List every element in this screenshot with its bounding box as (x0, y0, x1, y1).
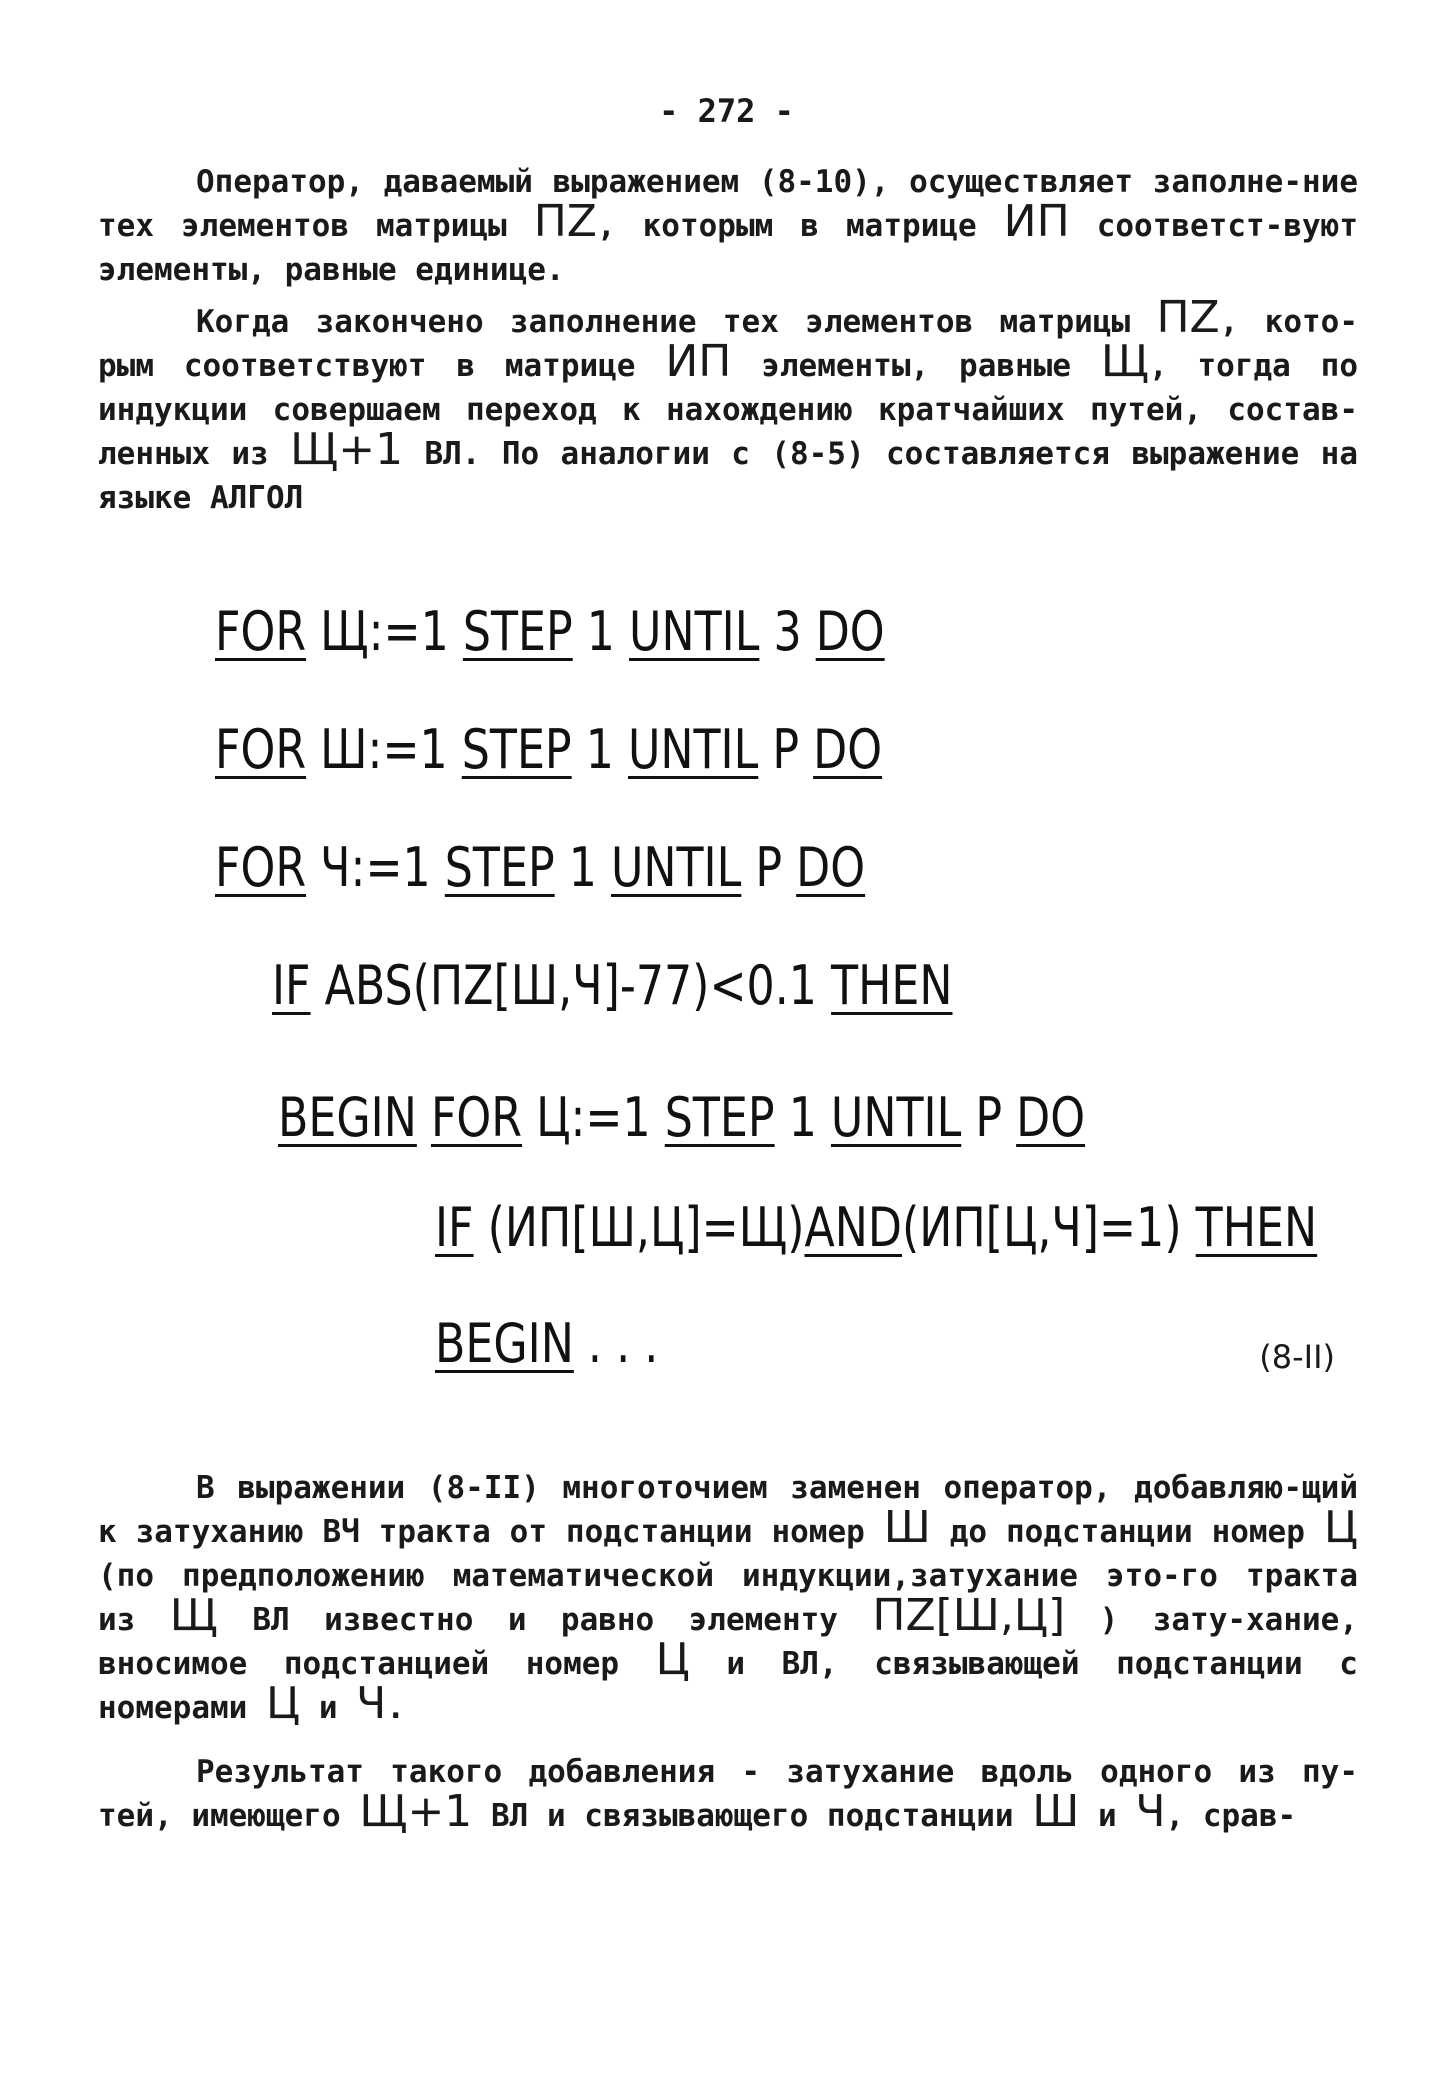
code-text: Щ:=1 (306, 600, 463, 663)
equation-number: (8-II) (1259, 1338, 1335, 1376)
code-keyword: UNTIL (627, 718, 759, 781)
code-keyword: DO (1016, 1086, 1086, 1149)
code-keyword: IF (272, 954, 311, 1017)
code-text: . . . (573, 1312, 659, 1375)
symbol: Щ+1 (359, 1786, 473, 1837)
code-keyword: UNTIL (610, 836, 742, 899)
symbol: ИП (1003, 196, 1070, 247)
text: , тогда по индукции совершаем переход к нахождению кратчайших путей, состав-ленных из (98, 348, 1359, 472)
text: ВЛ и связывающего подстанции (490, 1798, 1014, 1834)
symbol: Щ+1 (290, 424, 404, 475)
code-text: ABS(ПZ[Ш,Ч]-77)<0.1 (310, 954, 832, 1017)
symbol: Ш (1032, 1786, 1080, 1837)
code-keyword: STEP (664, 1086, 775, 1149)
code-text: 1 (774, 1086, 831, 1149)
text: , которым в матрице (596, 208, 977, 244)
text: ) зату-хание, вносимое подстанцией номер (98, 1602, 1358, 1682)
code-text: Ч:=1 (306, 836, 445, 899)
paragraph-1 (98, 160, 1358, 292)
text: и (1097, 1798, 1117, 1834)
text: соответст-вуют элементы, равные единице. (98, 208, 1358, 288)
symbol: ПZ[Ш,Ц] (872, 1590, 1066, 1641)
text: В выражении (8-II) многоточием заменен оператор, добавляю-щий к затуханию ВЧ тракта от подстанции номер (98, 1470, 1358, 1550)
symbol: Ч (1135, 1786, 1166, 1837)
symbol: Ц (265, 1678, 301, 1729)
page-number: - 272 - (659, 92, 794, 130)
paragraph-4 (98, 1750, 1358, 1838)
code-keyword: FOR (215, 718, 307, 781)
text: и ВЛ, связывающей подстанции с номерами (98, 1646, 1358, 1726)
text: ВЛ известно и равно элементу (252, 1602, 838, 1638)
symbol: ПZ (533, 196, 597, 247)
code-line-7 (435, 1312, 658, 1375)
code-text: 1 (571, 718, 628, 781)
code-text: 3 (759, 600, 816, 663)
text: ВЛ. По аналогии с (8-5) составляется выражение на языке АЛГОЛ (98, 436, 1359, 516)
symbol: Ц (655, 1634, 690, 1685)
text: . (386, 1690, 406, 1726)
paragraph-3 (98, 1466, 1358, 1730)
text: Когда закончено заполнение тех элементов матрицы (196, 304, 1131, 340)
symbol: Ш (883, 1502, 931, 1553)
code-keyword: BEGIN (435, 1312, 574, 1375)
code-keyword: FOR (215, 836, 307, 899)
code-keyword: THEN (1195, 1196, 1318, 1259)
text: (по предположению математической индукции,затухание это-го тракта из (98, 1558, 1358, 1638)
code-text: P (758, 718, 814, 781)
code-line-6 (435, 1196, 1317, 1259)
code-keyword: DO (796, 836, 866, 899)
code-keyword: STEP (461, 718, 572, 781)
symbol: Ц (1323, 1502, 1358, 1553)
symbol: Щ (1100, 336, 1149, 387)
code-keyword: STEP (444, 836, 555, 899)
code-keyword: BEGIN (278, 1086, 417, 1149)
text: Результат такого добавления - затухание вдоль одного из пу-тей, имеющего (98, 1754, 1358, 1834)
code-text: Ц:=1 (522, 1086, 665, 1149)
code-keyword: AND (804, 1196, 902, 1259)
code-keyword: THEN (831, 954, 953, 1017)
code-text: P (741, 836, 797, 899)
symbol: Щ (169, 1590, 218, 1641)
text: до подстанции номер (949, 1514, 1305, 1550)
code-keyword: DO (813, 718, 883, 781)
code-line-5 (278, 1086, 1085, 1149)
symbol: Ч (356, 1678, 387, 1729)
code-text: (ИП[Ц,Ч]=1) (901, 1196, 1196, 1259)
paragraph-2 (98, 292, 1359, 520)
code-line-4 (272, 954, 952, 1017)
code-text: 1 (554, 836, 611, 899)
code-keyword: DO (815, 600, 885, 663)
code-text: P (961, 1086, 1017, 1149)
code-keyword: FOR (215, 600, 307, 663)
code-keyword: IF (435, 1196, 474, 1259)
code-text: 1 (572, 600, 630, 663)
text: Оператор, даваемый выражением (8-10), осуществляет заполне-ние тех элементов матрицы (98, 164, 1358, 244)
code-keyword: FOR (430, 1086, 523, 1149)
code-line-1 (215, 600, 885, 663)
text: , кото-рым соответствуют в матрице (98, 304, 1358, 384)
code-keyword: UNTIL (830, 1086, 962, 1149)
code-text (417, 1086, 431, 1149)
text: и (318, 1690, 338, 1726)
text: , срав- (1165, 1798, 1297, 1834)
code-keyword: UNTIL (629, 600, 760, 663)
text: элементы, равные (761, 348, 1072, 384)
code-keyword: STEP (462, 600, 573, 663)
symbol: ИП (665, 336, 732, 387)
code-line-3 (215, 836, 865, 899)
symbol: ПZ (1156, 292, 1220, 343)
code-text: Ш:=1 (306, 718, 462, 781)
code-text: (ИП[Ш,Ц]=Щ) (473, 1196, 805, 1259)
code-line-2 (215, 718, 882, 781)
